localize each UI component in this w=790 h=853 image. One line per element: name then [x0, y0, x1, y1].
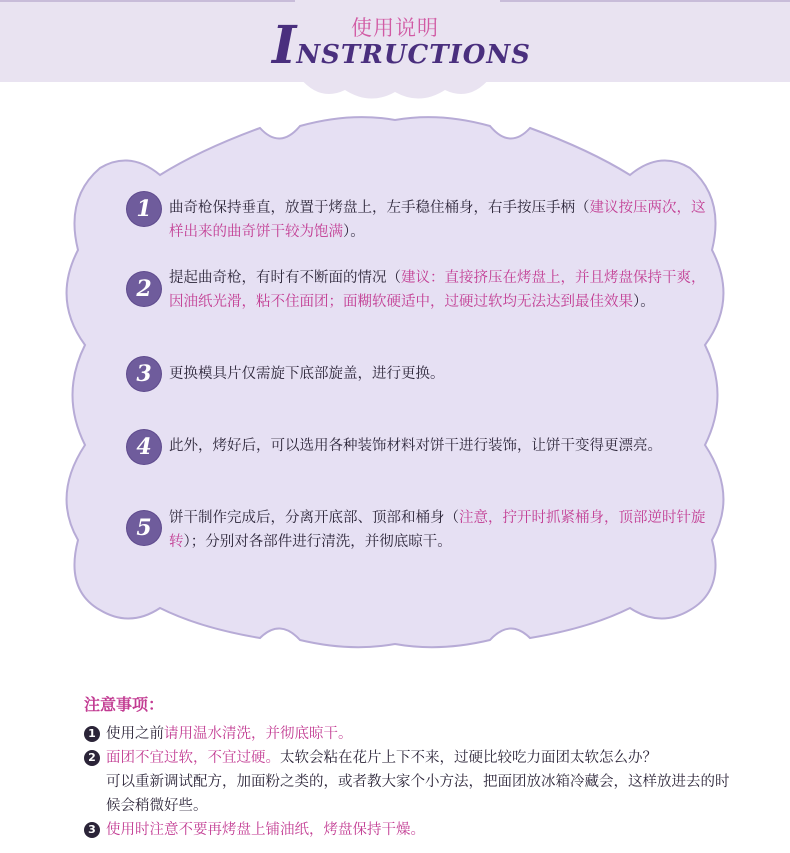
note-item-3 — [84, 818, 734, 842]
title-english-rest: NSTRUCTIONS — [296, 40, 531, 70]
note-text-highlight: 请用温水清洗，并彻底晾干。 — [164, 726, 353, 742]
step-text-plain: 曲奇枪保持垂直，放置于烤盘上，左手稳住桶身，右手按压手柄（ — [169, 200, 590, 216]
title-chinese: 使用说明 — [351, 16, 439, 40]
note-text-plain: 太软会粘在花片上下不来，过硬比较吃力面团太软怎么办？ — [280, 750, 657, 766]
step-text-highlight: 建议：直接挤压在烤盘上，并且烤盘保持干爽，因油纸光滑，粘不住面团；面糊软硬适中，过硬过软均无法达到最佳效果 — [169, 270, 706, 310]
step-text-highlight: 建议按压两次，这样出来的曲奇饼干较为饱满 — [169, 200, 706, 240]
step-text-plain: 提起曲奇枪，有时有不断面的情况（ — [169, 270, 401, 286]
step-number-badge: 2 — [127, 272, 161, 306]
notes-title: 注意事项： — [84, 695, 165, 714]
note-number-icon: 3 — [84, 822, 100, 838]
step-text — [169, 506, 709, 554]
step-number-badge: 3 — [127, 357, 161, 391]
step-text-plain: 饼干制作完成后，分离开底部、顶部和桶身（ — [169, 510, 459, 526]
note-number-icon: 1 — [84, 726, 100, 742]
step-text-tail: ）；分别对各部件进行清洗，并彻底晾干。 — [183, 534, 452, 550]
note-text-highlight: 面团不宜过软，不宜过硬。 — [106, 750, 280, 766]
note-number-icon: 2 — [84, 750, 100, 766]
note-text-continued: 可以重新调试配方，加面粉之类的，或者教大家个小方法，把面团放冰箱冷藏会，这样放进去的时候会稍微好些。 — [106, 774, 730, 814]
step-text: 此外，烤好后，可以选用各种装饰材料对饼干进行装饰，让饼干变得更漂亮。 — [169, 438, 662, 454]
step-number-badge: 4 — [127, 430, 161, 464]
step-text — [169, 196, 709, 244]
step-text-highlight: 注意，拧开时抓紧桶身，顶部逆时针旋转 — [169, 510, 706, 550]
step-text-tail: ）。 — [633, 294, 655, 310]
note-text-highlight: 使用时注意不要再烤盘上铺油纸，烤盘保持干燥。 — [106, 822, 425, 838]
note-text-plain: 使用之前 — [106, 726, 164, 742]
step-text: 更换模具片仅需旋下底部旋盖，进行更换。 — [169, 366, 445, 382]
note-item-2 — [84, 746, 734, 818]
step-text-tail: ）。 — [343, 224, 365, 240]
step-number-badge: 5 — [127, 511, 161, 545]
note-item-1 — [84, 722, 734, 746]
step-text — [169, 266, 709, 314]
title-english-initial: I — [272, 15, 297, 76]
step-number-badge: 1 — [127, 192, 161, 226]
